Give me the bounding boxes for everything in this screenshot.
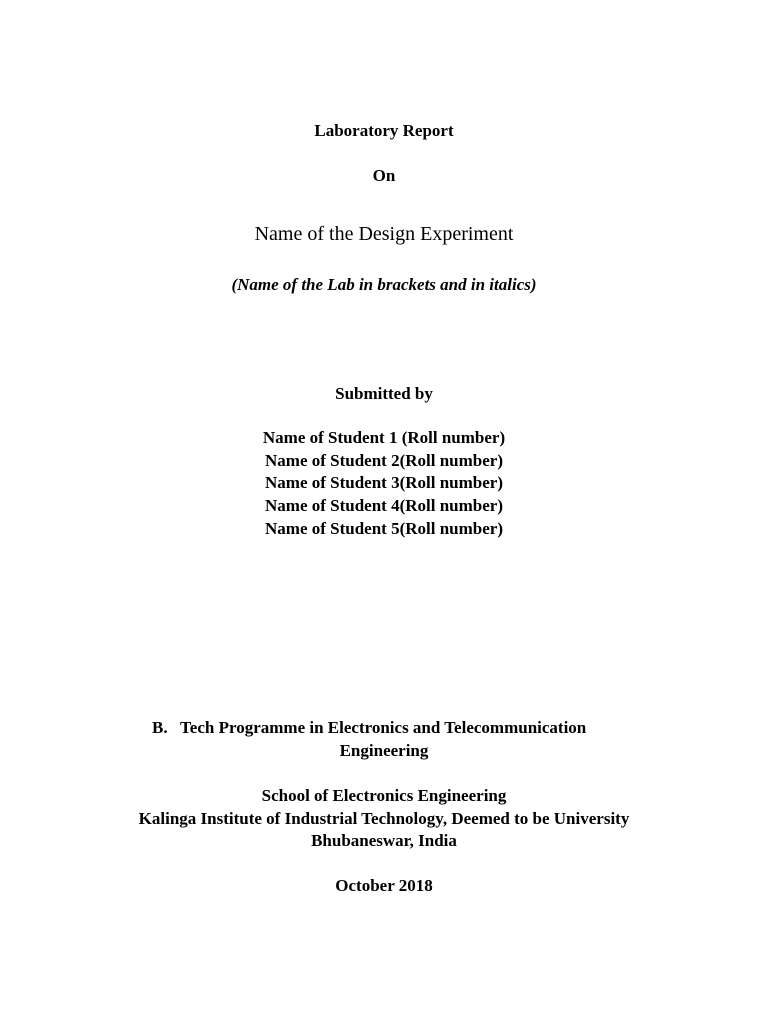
student-1: Name of Student 1 (Roll number) bbox=[262, 428, 506, 447]
programme-line-2: Engineering bbox=[339, 741, 429, 760]
programme-name: Tech Programme in Electronics and Telecommunication bbox=[180, 718, 587, 737]
submitted-by-label: Submitted by bbox=[335, 384, 433, 403]
experiment-title: Name of the Design Experiment bbox=[254, 223, 514, 245]
lab-name: (Name of the Lab in brackets and in italics) bbox=[231, 275, 537, 294]
programme-line-1 bbox=[0, 716, 768, 739]
student-3: Name of Student 3(Roll number) bbox=[265, 473, 503, 492]
student-2: Name of Student 2(Roll number) bbox=[265, 451, 503, 470]
university-name: Kalinga Institute of Industrial Technology, Deemed to be University bbox=[138, 809, 630, 828]
report-heading: Laboratory Report bbox=[314, 121, 454, 140]
programme-block bbox=[0, 716, 768, 762]
report-on-label: On bbox=[372, 166, 396, 185]
student-5: Name of Student 5(Roll number) bbox=[265, 519, 503, 538]
school-name: School of Electronics Engineering bbox=[261, 786, 507, 805]
programme-enumerator: B. bbox=[152, 718, 168, 737]
report-date: October 2018 bbox=[335, 876, 433, 895]
student-4: Name of Student 4(Roll number) bbox=[265, 496, 503, 515]
location: Bhubaneswar, India bbox=[311, 831, 457, 850]
